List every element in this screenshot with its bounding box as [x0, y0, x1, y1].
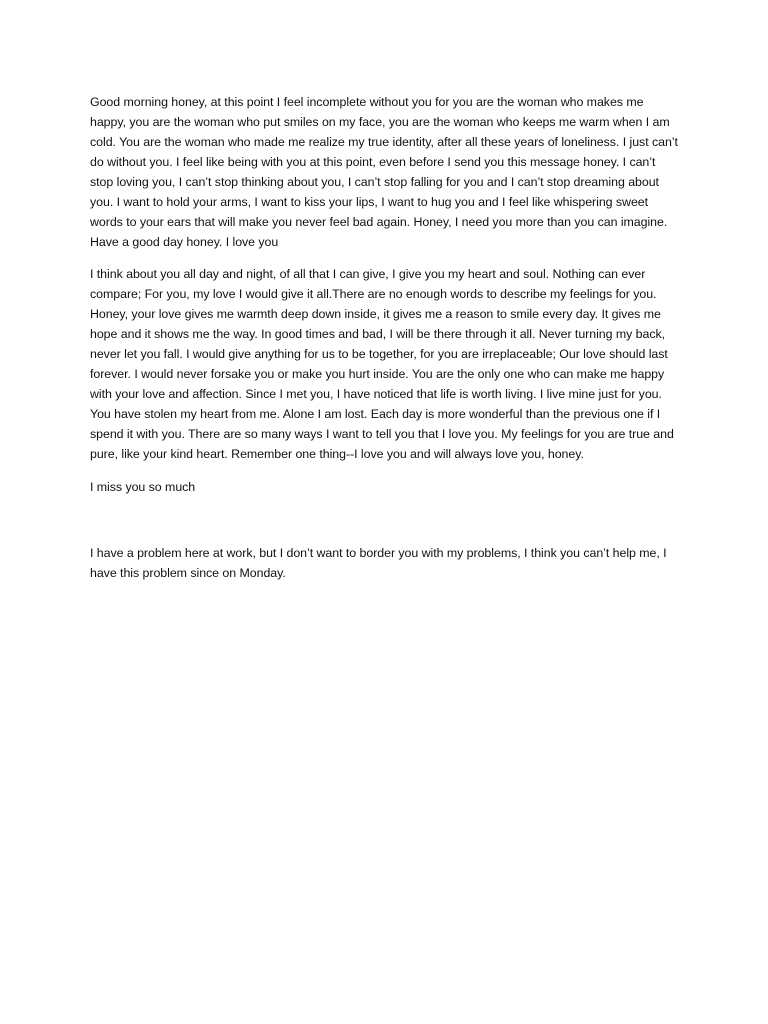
- paragraph-miss-you: I miss you so much: [90, 480, 196, 494]
- paragraph-good-morning: Good morning honey, at this point I feel incomplete without you for you are the woman who makes me happy, you are the woman who put smiles on my face, you are the woman who keeps me warm when I am cold. You are the woman who made me realize my true identity, after all these years of loneliness. I just can’t do without you. I feel like being with you at this point, even before I send you this message honey. I can’t stop loving you, I can’t stop thinking about you, I can’t stop falling for you and I can’t stop dreaming about you. I want to hold your arms, I want to kiss your lips, I want to hug you and I feel like whispering sweet words to your ears that will make you never feel bad again. Honey, I need you more than you can imagine. Have a good day honey. I love you: [90, 95, 678, 249]
- paragraph-work-problem: I have a problem here at work, but I don’t want to border you with my problems, I think you can’t help me, I have this problem since on Monday.: [90, 546, 667, 580]
- paragraph-think-about-you: I think about you all day and night, of all that I can give, I give you my heart and soul. Nothing can ever compare; For you, my love I would give it all.There are no enough words to describe my feelings for you. Honey, your love gives me warmth deep down inside, it gives me a reason to smile every day. It gives me hope and it shows me the way. In good times and bad, I will be there through it all. Never turning my back, never let you fall. I would give anything for us to be together, for you are irreplaceable; Our love should last forever. I would never forsake you or make you hurt inside. You are the only one who can make me happy with your love and affection. Since I met you, I have noticed that life is worth living. I live mine just for you. You have stolen my heart from me. Alone I am lost. Each day is more wonderful than the previous one if I spend it with you. There are so many ways I want to tell you that I love you. My feelings for you are true and pure, like your kind heart. Remember one thing--I love you and will always love you, honey.: [90, 267, 674, 461]
- document-body: [90, 92, 680, 583]
